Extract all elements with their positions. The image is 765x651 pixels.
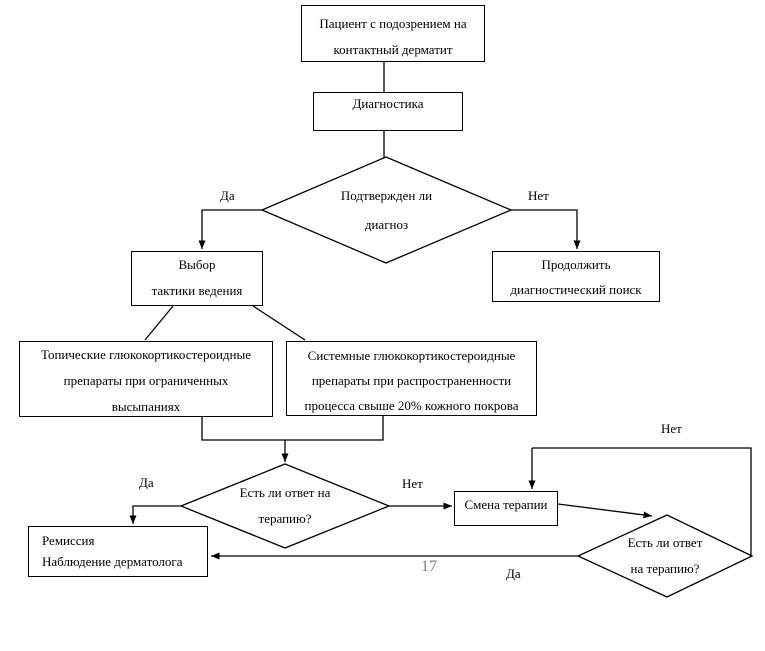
systemic-therapy-line: процесса свыше 20% кожного покрова bbox=[304, 398, 519, 413]
therapy-response-decision bbox=[181, 464, 389, 548]
continue-search-node bbox=[492, 251, 660, 302]
topical-therapy-line: препараты при ограниченных bbox=[63, 373, 229, 388]
remission-line: Ремиссия bbox=[42, 533, 95, 548]
therapy-response-line: Есть ли ответ на bbox=[239, 485, 331, 500]
diagnosis-decision-line: Подтвержден ли bbox=[340, 188, 433, 203]
diagnostics-node bbox=[313, 92, 463, 131]
diagnosis-decision-line: диагноз bbox=[364, 217, 409, 232]
systemic-therapy-line: препараты при распространенности bbox=[311, 373, 512, 388]
topical-therapy-line: Топические глюкокортикостероидные bbox=[41, 347, 251, 362]
therapy-response-line: терапию? bbox=[258, 511, 312, 526]
edge-label-no-response2: Нет bbox=[661, 421, 682, 436]
edge-tactics-systemic bbox=[253, 306, 305, 340]
continue-search-line: диагностический поиск bbox=[510, 282, 642, 297]
edge-label-yes-response2: Да bbox=[506, 566, 521, 581]
start-node bbox=[301, 5, 485, 62]
edge-no-to-search bbox=[511, 210, 577, 249]
edge-label-yes-diagnosis: Да bbox=[220, 188, 235, 203]
tactics-node-line: тактики ведения bbox=[151, 283, 243, 298]
continue-search-line: Продолжить bbox=[541, 257, 611, 272]
tactics-node-line: Выбор bbox=[178, 257, 216, 272]
edge-label-yes-response1: Да bbox=[139, 475, 154, 490]
page-number: 17 bbox=[421, 558, 437, 575]
start-node-line: Пациент с подозрением на bbox=[319, 16, 467, 31]
therapy-response-2-line: Есть ли ответ bbox=[627, 535, 703, 550]
start-node-line: контактный дерматит bbox=[333, 42, 453, 57]
topical-therapy-node bbox=[19, 341, 273, 417]
tactics-node bbox=[131, 251, 263, 306]
change-therapy-node bbox=[454, 491, 558, 526]
systemic-therapy-node bbox=[286, 341, 537, 416]
edge-tactics-topical bbox=[145, 306, 173, 340]
topical-therapy-line: высыпаниях bbox=[111, 399, 181, 414]
systemic-therapy-line: Системные глюкокортикостероидные bbox=[307, 348, 516, 363]
remission-line: Наблюдение дерматолога bbox=[42, 554, 183, 569]
edge-label-no-diagnosis: Нет bbox=[528, 188, 549, 203]
diagnosis-decision bbox=[262, 157, 511, 263]
therapy-response-decision-2 bbox=[578, 515, 752, 597]
edge-label-no-response1: Нет bbox=[402, 476, 423, 491]
diagnostics-node-label: Диагностика bbox=[352, 96, 424, 111]
therapy-response-2-line: на терапию? bbox=[630, 561, 700, 576]
edge-yes-to-remission-top bbox=[133, 506, 181, 524]
change-therapy-label: Смена терапии bbox=[464, 497, 548, 512]
edge-yes-to-tactics bbox=[202, 210, 262, 249]
